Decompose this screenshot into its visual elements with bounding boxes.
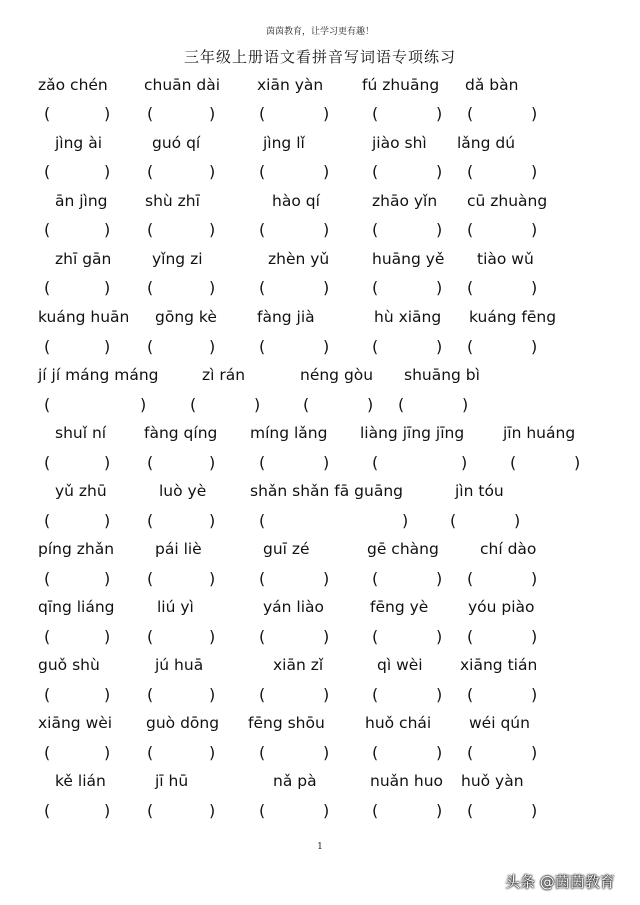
answer-blank-open: ( <box>44 511 51 530</box>
pinyin-prompt: guǒ shù <box>38 656 100 674</box>
pinyin-prompt: yǐng zi <box>152 250 203 268</box>
answer-blank-close: ) <box>209 220 216 239</box>
pinyin-prompt: jìng lǐ <box>263 134 305 152</box>
answer-blank-open: ( <box>372 104 379 123</box>
pinyin-prompt: xiān zǐ <box>273 656 324 674</box>
answer-blank-close: ) <box>104 743 111 762</box>
answer-blank-close: ) <box>531 627 538 646</box>
pinyin-prompt: luò yè <box>159 482 207 500</box>
page-title: 三年级上册语文看拼音写词语专项练习 <box>183 48 456 66</box>
answer-blank-close: ) <box>531 743 538 762</box>
pinyin-prompt: jí jí máng máng <box>38 366 159 384</box>
pinyin-prompt: shuāng bì <box>404 366 480 384</box>
pinyin-prompt: gē chàng <box>367 540 439 558</box>
pinyin-prompt: fēng yè <box>370 598 429 616</box>
answer-blank-close: ) <box>323 104 330 123</box>
answer-blank-close: ) <box>531 278 538 297</box>
pinyin-prompt: guò dōng <box>146 714 220 732</box>
answer-blank-close: ) <box>531 685 538 704</box>
pinyin-row <box>0 540 640 564</box>
answer-blank-close: ) <box>436 278 443 297</box>
answer-row <box>0 569 640 593</box>
answer-blank-open: ( <box>44 453 51 472</box>
pinyin-prompt: míng lǎng <box>250 424 328 442</box>
answer-blank-close: ) <box>209 743 216 762</box>
pinyin-prompt: huǒ chái <box>365 714 432 732</box>
answer-blank-open: ( <box>44 801 51 820</box>
pinyin-prompt: guó qí <box>152 134 201 152</box>
pinyin-prompt: zhāo yǐn <box>372 192 438 210</box>
answer-blank-open: ( <box>467 743 474 762</box>
answer-blank-open: ( <box>147 278 154 297</box>
pinyin-prompt: huǒ yàn <box>461 772 524 790</box>
answer-blank-close: ) <box>209 627 216 646</box>
answer-row <box>0 685 640 709</box>
pinyin-prompt: tiào wǔ <box>477 250 534 268</box>
pinyin-prompt: shuǐ ní <box>55 424 107 442</box>
pinyin-prompt: jīn huáng <box>503 424 576 442</box>
answer-blank-open: ( <box>44 220 51 239</box>
pinyin-prompt: ān jìng <box>55 192 108 210</box>
pinyin-prompt: fú zhuāng <box>362 76 440 94</box>
answer-row <box>0 453 640 477</box>
pinyin-prompt: guī zé <box>263 540 310 558</box>
pinyin-prompt: liàng jīng jīng <box>360 424 465 442</box>
pinyin-row <box>0 714 640 738</box>
pinyin-prompt: kuáng fēng <box>469 308 557 326</box>
answer-blank-close: ) <box>104 453 111 472</box>
answer-blank-close: ) <box>104 278 111 297</box>
answer-blank-open: ( <box>190 395 197 414</box>
answer-blank-open: ( <box>44 337 51 356</box>
answer-blank-close: ) <box>531 801 538 820</box>
answer-blank-close: ) <box>461 453 468 472</box>
answer-blank-close: ) <box>402 511 409 530</box>
pinyin-prompt: néng gòu <box>300 366 374 384</box>
answer-blank-open: ( <box>259 104 266 123</box>
page-number: 1 <box>317 842 323 852</box>
answer-blank-open: ( <box>467 104 474 123</box>
pinyin-prompt: nuǎn huo <box>370 772 444 790</box>
answer-blank-open: ( <box>44 685 51 704</box>
answer-blank-open: ( <box>372 743 379 762</box>
answer-blank-open: ( <box>467 337 474 356</box>
answer-blank-close: ) <box>209 278 216 297</box>
answer-blank-open: ( <box>372 627 379 646</box>
pinyin-prompt: dǎ bàn <box>465 76 519 94</box>
answer-blank-open: ( <box>510 453 517 472</box>
pinyin-prompt: kuáng huān <box>38 308 130 326</box>
answer-blank-open: ( <box>147 104 154 123</box>
answer-blank-close: ) <box>209 511 216 530</box>
answer-blank-close: ) <box>323 162 330 181</box>
answer-blank-open: ( <box>372 278 379 297</box>
answer-blank-close: ) <box>462 395 469 414</box>
answer-blank-close: ) <box>436 627 443 646</box>
answer-blank-open: ( <box>147 569 154 588</box>
answer-row <box>0 395 640 419</box>
pinyin-prompt: fēng shōu <box>248 714 325 732</box>
answer-blank-open: ( <box>467 685 474 704</box>
pinyin-prompt: chuān dài <box>144 76 221 94</box>
answer-blank-open: ( <box>372 220 379 239</box>
pinyin-prompt: jī hū <box>155 772 189 790</box>
answer-blank-close: ) <box>104 220 111 239</box>
pinyin-prompt: píng zhǎn <box>38 540 115 558</box>
pinyin-row <box>0 192 640 216</box>
answer-blank-close: ) <box>531 162 538 181</box>
pinyin-row <box>0 424 640 448</box>
answer-blank-close: ) <box>209 104 216 123</box>
pinyin-prompt: xiāng wèi <box>38 714 113 732</box>
pinyin-prompt: zǎo chén <box>38 76 108 94</box>
pinyin-prompt: yǔ zhū <box>55 482 107 500</box>
answer-blank-open: ( <box>467 220 474 239</box>
answer-blank-close: ) <box>436 337 443 356</box>
pinyin-prompt: xiān yàn <box>257 76 324 94</box>
answer-blank-close: ) <box>209 569 216 588</box>
answer-blank-open: ( <box>147 220 154 239</box>
answer-blank-close: ) <box>209 337 216 356</box>
answer-row <box>0 627 640 651</box>
answer-blank-close: ) <box>436 104 443 123</box>
pinyin-row <box>0 772 640 796</box>
answer-blank-close: ) <box>367 395 374 414</box>
answer-blank-close: ) <box>531 104 538 123</box>
pinyin-prompt: liú yì <box>157 598 194 616</box>
answer-blank-open: ( <box>372 685 379 704</box>
pinyin-prompt: fàng qíng <box>144 424 218 442</box>
answer-row <box>0 801 640 825</box>
answer-blank-open: ( <box>467 278 474 297</box>
pinyin-prompt: chí dào <box>480 540 537 558</box>
pinyin-prompt: shù zhī <box>145 192 200 210</box>
answer-blank-close: ) <box>323 743 330 762</box>
answer-row <box>0 743 640 767</box>
answer-blank-close: ) <box>574 453 581 472</box>
answer-blank-open: ( <box>44 395 51 414</box>
answer-blank-close: ) <box>209 685 216 704</box>
answer-blank-open: ( <box>398 395 405 414</box>
answer-blank-open: ( <box>147 685 154 704</box>
watermark: 头条 @茵茵教育 <box>505 873 615 891</box>
answer-blank-close: ) <box>140 395 147 414</box>
pinyin-prompt: xiāng tián <box>460 656 538 674</box>
pinyin-prompt: hù xiāng <box>374 308 442 326</box>
pinyin-prompt: nǎ pà <box>273 772 317 790</box>
answer-blank-close: ) <box>323 453 330 472</box>
answer-row <box>0 337 640 361</box>
pinyin-prompt: qì wèi <box>377 656 423 674</box>
pinyin-prompt: zì rán <box>202 366 246 384</box>
answer-blank-close: ) <box>104 569 111 588</box>
answer-blank-open: ( <box>44 162 51 181</box>
pinyin-prompt: huāng yě <box>372 250 445 268</box>
answer-blank-open: ( <box>259 569 266 588</box>
answer-blank-close: ) <box>436 801 443 820</box>
answer-blank-close: ) <box>104 801 111 820</box>
answer-blank-open: ( <box>372 569 379 588</box>
answer-blank-close: ) <box>104 685 111 704</box>
pinyin-prompt: kě lián <box>55 772 106 790</box>
pinyin-prompt: yán liào <box>263 598 325 616</box>
pinyin-row <box>0 308 640 332</box>
answer-row <box>0 511 640 535</box>
answer-blank-open: ( <box>44 104 51 123</box>
pinyin-row <box>0 598 640 622</box>
pinyin-prompt: zhī gān <box>55 250 112 268</box>
answer-blank-open: ( <box>372 453 379 472</box>
answer-blank-close: ) <box>323 569 330 588</box>
answer-blank-open: ( <box>259 743 266 762</box>
pinyin-prompt: jiào shì <box>372 134 427 152</box>
answer-blank-open: ( <box>372 337 379 356</box>
answer-blank-close: ) <box>104 511 111 530</box>
answer-blank-close: ) <box>209 453 216 472</box>
answer-blank-open: ( <box>259 278 266 297</box>
answer-blank-open: ( <box>147 743 154 762</box>
answer-blank-close: ) <box>323 220 330 239</box>
pinyin-row <box>0 134 640 158</box>
pinyin-prompt: yóu piào <box>468 598 535 616</box>
answer-blank-close: ) <box>104 162 111 181</box>
answer-blank-open: ( <box>372 801 379 820</box>
pinyin-prompt: fàng jià <box>257 308 315 326</box>
answer-blank-open: ( <box>467 569 474 588</box>
answer-blank-close: ) <box>323 627 330 646</box>
page-header: 茵茵教育，让学习更有趣！ <box>265 27 374 37</box>
answer-blank-open: ( <box>259 162 266 181</box>
answer-blank-open: ( <box>147 511 154 530</box>
answer-row <box>0 220 640 244</box>
answer-blank-close: ) <box>323 278 330 297</box>
pinyin-prompt: zhèn yǔ <box>268 250 330 268</box>
answer-blank-open: ( <box>147 801 154 820</box>
answer-blank-close: ) <box>514 511 521 530</box>
answer-row <box>0 104 640 128</box>
answer-blank-open: ( <box>450 511 457 530</box>
answer-blank-open: ( <box>44 569 51 588</box>
answer-blank-open: ( <box>259 685 266 704</box>
answer-blank-close: ) <box>436 220 443 239</box>
answer-blank-close: ) <box>531 337 538 356</box>
pinyin-row <box>0 76 640 100</box>
answer-blank-close: ) <box>531 569 538 588</box>
pinyin-prompt: gōng kè <box>155 308 217 326</box>
answer-blank-open: ( <box>303 395 310 414</box>
pinyin-prompt: qīng liáng <box>38 598 115 616</box>
pinyin-row <box>0 250 640 274</box>
answer-blank-open: ( <box>44 627 51 646</box>
answer-blank-close: ) <box>323 337 330 356</box>
pinyin-prompt: shǎn shǎn fā guāng <box>250 482 404 500</box>
answer-blank-open: ( <box>467 162 474 181</box>
answer-blank-open: ( <box>44 743 51 762</box>
pinyin-prompt: jìn tóu <box>455 482 504 500</box>
answer-blank-open: ( <box>259 220 266 239</box>
answer-blank-open: ( <box>147 337 154 356</box>
pinyin-prompt: cū zhuàng <box>467 192 548 210</box>
pinyin-row <box>0 366 640 390</box>
pinyin-prompt: jú huā <box>155 656 204 674</box>
answer-blank-close: ) <box>323 685 330 704</box>
pinyin-prompt: hào qí <box>272 192 320 210</box>
answer-blank-close: ) <box>104 337 111 356</box>
pinyin-prompt: lǎng dú <box>457 134 516 152</box>
answer-blank-open: ( <box>147 627 154 646</box>
pinyin-prompt: wéi qún <box>469 714 530 732</box>
pinyin-row <box>0 482 640 506</box>
answer-blank-close: ) <box>104 627 111 646</box>
answer-blank-open: ( <box>259 453 266 472</box>
answer-blank-close: ) <box>104 104 111 123</box>
answer-blank-close: ) <box>436 162 443 181</box>
answer-row <box>0 278 640 302</box>
answer-blank-close: ) <box>209 162 216 181</box>
answer-blank-close: ) <box>436 743 443 762</box>
answer-blank-open: ( <box>44 278 51 297</box>
answer-blank-open: ( <box>467 627 474 646</box>
answer-blank-close: ) <box>436 685 443 704</box>
answer-blank-open: ( <box>259 337 266 356</box>
answer-blank-open: ( <box>259 627 266 646</box>
answer-blank-open: ( <box>259 801 266 820</box>
answer-blank-open: ( <box>372 162 379 181</box>
answer-blank-close: ) <box>531 220 538 239</box>
pinyin-row <box>0 656 640 680</box>
answer-blank-close: ) <box>209 801 216 820</box>
answer-blank-close: ) <box>254 395 261 414</box>
answer-blank-close: ) <box>323 801 330 820</box>
pinyin-prompt: pái liè <box>155 540 202 558</box>
answer-blank-open: ( <box>147 453 154 472</box>
answer-row <box>0 162 640 186</box>
pinyin-prompt: jìng ài <box>55 134 103 152</box>
answer-blank-open: ( <box>259 511 266 530</box>
answer-blank-open: ( <box>147 162 154 181</box>
answer-blank-open: ( <box>467 801 474 820</box>
answer-blank-close: ) <box>436 569 443 588</box>
